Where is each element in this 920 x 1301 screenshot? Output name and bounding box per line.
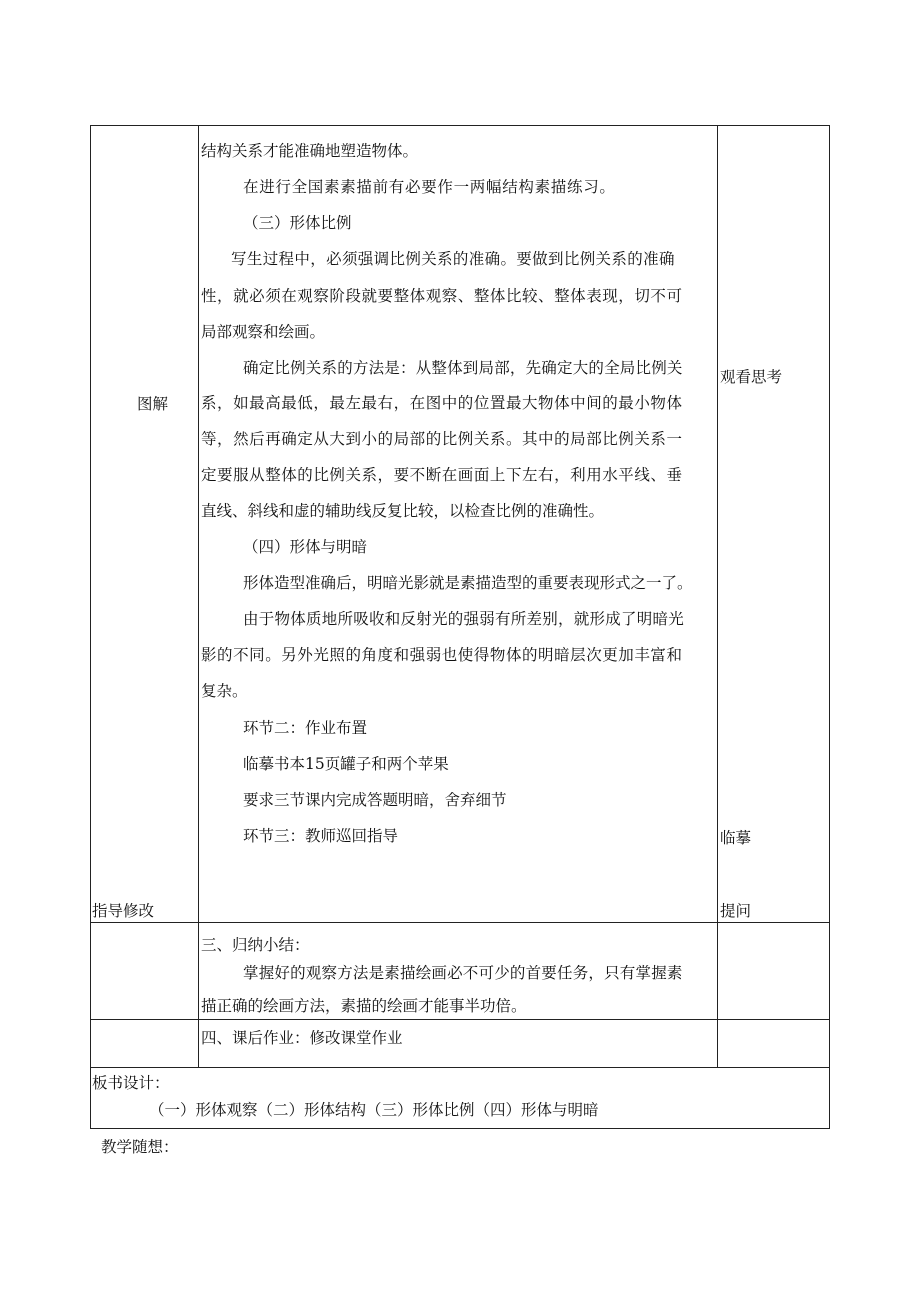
board-design-content: （一）形体观察（二）形体结构（三）形体比例（四）形体与明暗 (149, 1101, 599, 1119)
section-heading-4: （四）形体与明暗 (243, 538, 368, 556)
table-border-left (90, 125, 91, 1129)
row-divider-3 (90, 1067, 830, 1068)
content-line-2: 在进行全国素素描前有必要作一两幅结构素描练习。 (243, 178, 616, 196)
content-line-15: 影的不同。另外光照的角度和强弱也使得物体的明暗层次更加丰富和 (201, 646, 683, 664)
content-line-14: 由于物体质地所吸收和反射光的强弱有所差别，就形成了明暗光 (243, 610, 685, 628)
summary-line-1: 掌握好的观察方法是素描绘画必不可少的首要任务，只有掌握素 (243, 964, 683, 982)
step-two-heading: 环节二：作业布置 (243, 719, 368, 737)
content-line-1: 结构关系才能准确地塑造物体。 (201, 142, 419, 160)
teaching-reflection-label: 教学随想： (101, 1138, 179, 1156)
requirement-line: 要求三节课内完成答题明暗，舍弃细节 (243, 791, 507, 809)
left-label-diagram: 图解 (137, 395, 169, 413)
row-divider-1 (90, 922, 830, 923)
section-heading-3: （三）形体比例 (243, 214, 352, 232)
assignment-line: 临摹书本15页罐子和两个苹果 (243, 755, 449, 773)
step-three-heading: 环节三：教师巡回指导 (243, 827, 399, 845)
content-line-13: 形体造型准确后，明暗光影就是素描造型的重要表现形式之一了。 (243, 574, 693, 592)
col-divider-1 (198, 125, 199, 1068)
content-line-9: 等，然后再确定从大到小的局部的比例关系。其中的局部比例关系一 (201, 430, 683, 448)
homework-line: 四、课后作业：修改课堂作业 (201, 1029, 403, 1047)
table-border-right (829, 125, 830, 1129)
table-border-top (90, 125, 830, 126)
activity-question: 提问 (720, 902, 752, 920)
table-border-bottom (90, 1128, 830, 1129)
col-divider-2 (717, 125, 718, 1068)
content-line-8: 系，如最高最低，最左最右，在图中的位置最大物体中间的最小物体 (201, 394, 683, 412)
content-line-11: 直线、斜线和虚的辅助线反复比较，以检查比例的准确性。 (201, 502, 605, 520)
left-label-guidance: 指导修改 (92, 902, 155, 920)
row-divider-2 (90, 1019, 830, 1020)
activity-observe-think: 观看思考 (720, 368, 783, 386)
board-design-title: 板书设计： (92, 1074, 170, 1092)
content-line-4: 写生过程中，必须强调比例关系的准确。要做到比例关系的准确 (231, 250, 675, 268)
summary-line-2: 描正确的绘画方法，素描的绘画才能事半功倍。 (201, 997, 527, 1015)
content-line-16: 复杂。 (201, 682, 248, 700)
content-line-5: 性，就必须在观察阶段就要整体观察、整体比较、整体表现，切不可 (201, 287, 683, 305)
content-line-7: 确定比例关系的方法是：从整体到局部，先确定大的全局比例关 (243, 359, 683, 377)
activity-copy: 临摹 (720, 829, 752, 847)
summary-heading: 三、归纳小结： (201, 936, 310, 954)
content-line-10: 定要服从整体的比例关系，要不断在画面上下左右，利用水平线、垂 (201, 466, 683, 484)
content-line-6: 局部观察和绘画。 (201, 323, 326, 341)
